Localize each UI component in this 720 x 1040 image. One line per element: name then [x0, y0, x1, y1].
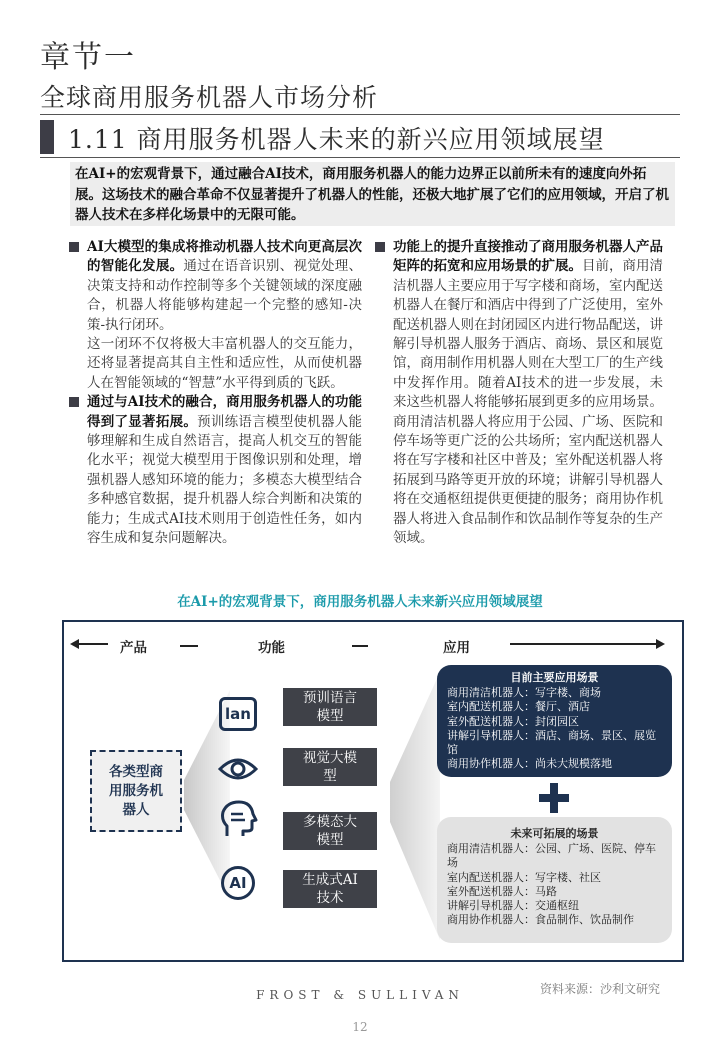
list-item: 室内配送机器人：餐厅、酒店	[447, 700, 590, 714]
list-item: 商用清洁机器人：写字楼、商场	[447, 686, 601, 700]
list-item: 室外配送机器人：马路	[447, 884, 557, 898]
left-column	[67, 238, 362, 549]
list-item: 商用协作机器人：食品制作、饮品制作	[447, 913, 634, 927]
model-label: 生成式AI技术	[302, 872, 358, 906]
head-icon	[219, 800, 259, 840]
chapter-subtitle: 全球商用服务机器人市场分析	[40, 83, 379, 112]
divider	[352, 645, 368, 647]
left-arrow-icon	[70, 636, 110, 652]
bullet-text: 通过在语音识别、视觉处理、决策支持和动作控制等多个关键领域的深度融合，机器人将能够构建起一个完整的感知-决策-执行闭环。	[87, 258, 363, 333]
language-icon: lan	[219, 697, 257, 731]
list-item: 商用清洁机器人：公园、广场、医院、停车场	[447, 842, 656, 870]
fan-connector	[390, 672, 440, 940]
bullet-square-icon	[69, 397, 79, 407]
section-marker	[40, 120, 54, 154]
header-product: 产品	[120, 640, 147, 656]
header-function: 功能	[258, 640, 285, 656]
plus-icon	[539, 783, 569, 813]
bullet-heading: 通过与AI技术的融合，商用服务机器人的功能得到了显著拓展。	[87, 394, 362, 430]
model-label: 视觉大模型	[303, 750, 357, 784]
robot-types-label: 各类型商用服务机器人	[109, 763, 163, 818]
brand-logo: FROST & SULLIVAN	[256, 988, 464, 1002]
model-label: 预训语言模型	[303, 690, 357, 724]
bullet-heading: 功能上的提升直接推动了商用服务机器人产品矩阵的拓宽和应用场景的扩展。	[393, 239, 663, 275]
right-arrow-icon	[510, 636, 665, 652]
model-box-vision	[283, 748, 377, 786]
section-title: 1.11 商用服务机器人未来的新兴应用领域展望	[68, 125, 605, 154]
divider	[40, 114, 680, 115]
bullet-square-icon	[375, 242, 385, 252]
diagram-caption: 在AI+的宏观背景下，商用服务机器人未来新兴应用领域展望	[177, 594, 543, 610]
header-application: 应用	[443, 640, 470, 656]
current-scenarios-box	[437, 665, 672, 777]
bullet-square-icon	[69, 242, 79, 252]
current-scenarios-title: 目前主要应用场景	[510, 671, 599, 684]
list-item: 室外配送机器人：封闭园区	[447, 714, 579, 728]
bullet-item	[67, 238, 362, 335]
page-number: 12	[352, 1020, 368, 1034]
future-scenarios-title: 未来可拓展的场景	[510, 827, 599, 840]
bullet-item	[373, 238, 663, 549]
chapter-title: 章节一	[40, 40, 136, 75]
list-item: 讲解引导机器人：交通枢纽	[447, 899, 579, 913]
divider	[180, 645, 198, 647]
ai-icon: AI	[221, 866, 255, 900]
intro-summary: 在AI+的宏观背景下，通过融合AI技术，商用服务机器人的能力边界正以前所未有的速度向外拓展。这场技术的融合革命不仅显著提升了机器人的性能，还极大地扩展了它们的应用领域，开启了机器人技术在多样化场景中的无限可能。	[70, 162, 675, 226]
eye-icon	[218, 755, 258, 783]
list-item: 商用协作机器人：尚未大规模落地	[447, 757, 612, 771]
bullet-text: 目前，商用清洁机器人主要应用于写字楼和商场，室内配送机器人在餐厅和酒店中得到了广泛使用，室外配送机器人则在封闭园区内进行物品配送，讲解引导机器人服务于酒店、商场、景区和展览馆，商用制作用机器人则在大型工厂的生产线中发挥作用。随着AI技术的进一步发展，未来这些机器人将能够拓展到更多的应用场景。商用清洁机器人将应用于公园、广场、医院和停车场等更广泛的公共场所；室内配送机器人将在写字楼和社区中普及；室外配送机器人将拓展到马路等更开放的环境；讲解引导机器人将在交通枢纽提供更便捷的服务；商用协作机器人将进入食品制作和饮品制作等复杂的生产领域。	[393, 258, 663, 547]
paragraph: 这一闭环不仅将极大丰富机器人的交互能力，还将显著提高其自主性和适应性，从而使机器人在智能领域的“智慧”水平得到质的飞跃。	[87, 336, 362, 391]
model-label: 多模态大模型	[303, 814, 357, 848]
bullet-item	[67, 393, 362, 548]
model-box-language	[283, 688, 377, 726]
bullet-heading: AI大模型的集成将推动机器人技术向更高层次的智能化发展。	[87, 239, 362, 275]
divider	[40, 157, 680, 158]
future-scenarios-box	[437, 817, 672, 943]
right-column	[373, 238, 663, 549]
model-box-multimodal	[283, 812, 377, 850]
robot-types-box	[90, 750, 182, 832]
bullet-text: 预训练语言模型使机器人能够理解和生成自然语言，提高人机交互的智能化水平；视觉大模型用于图像识别和处理，增强机器人感知环境的能力；多模态大模型结合多种感官数据，提升机器人综合判断和决策的能力；生成式AI技术则用于创造性任务，如内容生成和复杂问题解决。	[87, 413, 363, 547]
model-box-generative	[283, 870, 377, 908]
source-note: 资料来源：沙利文研究	[540, 982, 661, 996]
list-item: 室内配送机器人：写字楼、社区	[447, 870, 601, 884]
list-item: 讲解引导机器人：酒店、商场、景区、展览馆	[447, 728, 656, 757]
